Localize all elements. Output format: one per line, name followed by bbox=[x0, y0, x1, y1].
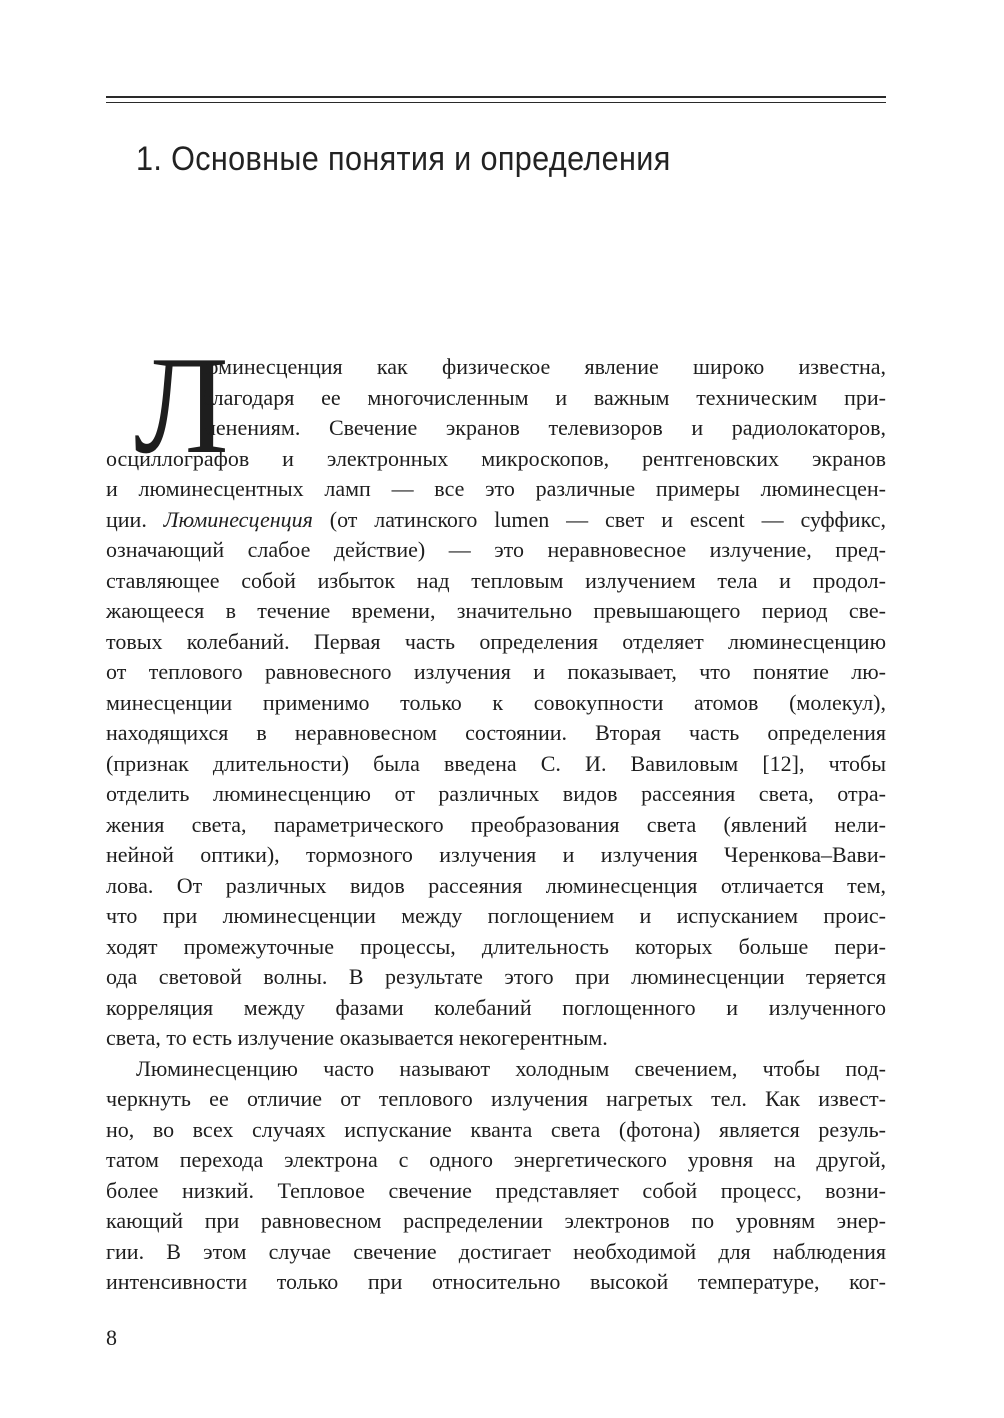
text-line: благодаря ее многочисленным и важным техническим при- bbox=[202, 384, 886, 410]
text-line: означающий слабое действие) — это неравновесное излучение, пред- bbox=[106, 537, 886, 562]
text-line: что при люминесценции между поглощением и испусканием проис- bbox=[106, 903, 886, 928]
text-line: ставляющее собой избыток над тепловым излучением тела и продол- bbox=[106, 567, 886, 593]
text-line: интенсивности только при относительно высокой температуре, ког- bbox=[106, 1269, 886, 1294]
text-line: Люминесценцию часто называют холодным свечением, чтобы под- bbox=[136, 1055, 886, 1081]
text-fragment: (от латинского lumen — свет и escent — суффикс, bbox=[312, 506, 886, 532]
text-line: и люминесцентных ламп — все это различные примеры люминесцен- bbox=[106, 476, 886, 501]
text-line: товых колебаний. Первая часть определения отделяет люминесценцию bbox=[106, 628, 886, 654]
text-line: юминесценция как физическое явление широко известна, bbox=[202, 354, 886, 379]
text-line: кающий при равновесном распределении электронов по уровням энер- bbox=[106, 1208, 886, 1233]
text-line: осциллографов и электронных микроскопов, рентгеновских экранов bbox=[106, 445, 886, 471]
text-line: черкнуть ее отличие от теплового излучения нагретых тел. Как извест- bbox=[106, 1086, 886, 1111]
text-line: минесценции применимо только к совокупности атомов (молекул), bbox=[106, 689, 886, 715]
text-line: находящихся в неравновесном состоянии. Вторая часть определения bbox=[106, 720, 886, 745]
text-line: татом перехода электрона с одного энергетического уровня на другой, bbox=[106, 1147, 886, 1172]
paragraph-2 bbox=[106, 1054, 886, 1298]
text-line: от теплового равновесного излучения и показывает, что понятие лю- bbox=[106, 659, 886, 684]
text-line: корреляция между фазами колебаний поглощенного и излученного bbox=[106, 994, 886, 1020]
text-line: ходят промежуточные процессы, длительность которых больше пери- bbox=[106, 933, 886, 959]
text-line: (признак длительности) была введена С. И. Вавиловым [12], чтобы bbox=[106, 750, 886, 776]
text-line: света, то есть излучение оказывается некогерентным. bbox=[106, 1025, 608, 1050]
text-fragment: ции. bbox=[106, 506, 164, 532]
text-line-with-term bbox=[106, 505, 886, 536]
header-rule-thick bbox=[106, 96, 886, 98]
body-text bbox=[106, 352, 886, 1298]
defined-term: Люминесценция bbox=[163, 506, 313, 532]
text-line: жения света, параметрического преобразования света (явлений нели- bbox=[106, 811, 886, 837]
text-line: отделить люминесценцию от различных видов рассеяния света, отра- bbox=[106, 781, 886, 806]
text-line: но, во всех случаях испускание кванта света (фотона) является резуль- bbox=[106, 1116, 886, 1142]
text-line: лова. От различных видов рассеяния люминесценция отличается тем, bbox=[106, 872, 886, 898]
paragraph-1 bbox=[106, 352, 886, 1054]
text-line: жающееся в течение времени, значительно превышающего период све- bbox=[106, 598, 886, 623]
text-line: более низкий. Тепловое свечение представляет собой процесс, возни- bbox=[106, 1177, 886, 1203]
text-line: менениям. Свечение экранов телевизоров и радиолокаторов, bbox=[202, 415, 886, 440]
text-line: ода световой волны. В результате этого при люминесценции теряется bbox=[106, 964, 886, 989]
header-rule-thin bbox=[106, 102, 886, 103]
chapter-title: 1. Основные понятия и определения bbox=[136, 140, 671, 178]
page-number: 8 bbox=[106, 1325, 117, 1350]
drop-cap-letter: Л bbox=[134, 328, 229, 483]
text-line: нейной оптики), тормозного излучения и излучения Черенкова–Вави- bbox=[106, 842, 886, 867]
text-line: гии. В этом случае свечение достигает необходимой для наблюдения bbox=[106, 1238, 886, 1264]
